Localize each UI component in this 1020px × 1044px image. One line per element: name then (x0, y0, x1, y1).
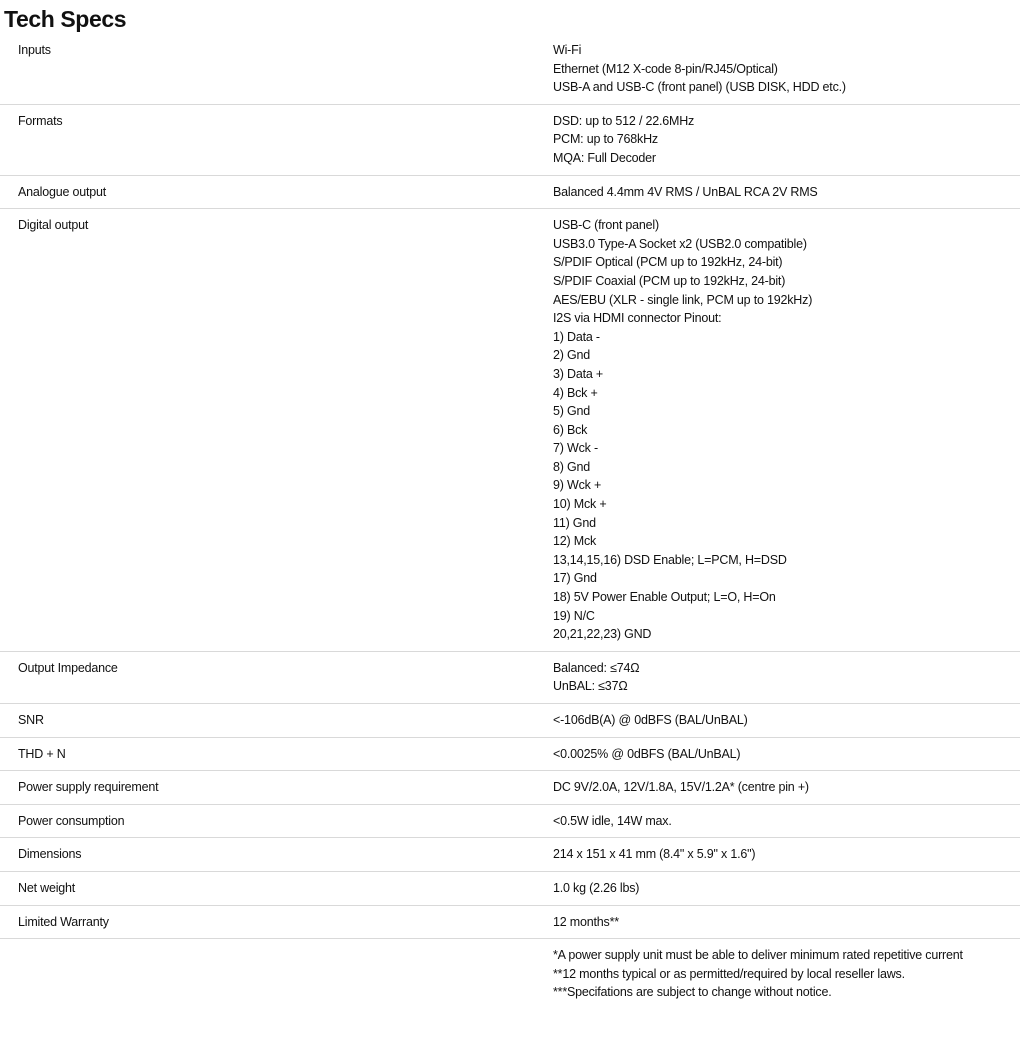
spec-value-line: 9) Wck + (553, 478, 602, 493)
spec-row (0, 176, 1020, 210)
spec-label: Output Impedance (18, 660, 118, 675)
spec-value-line: USB3.0 Type-A Socket x2 (USB2.0 compatible) (553, 236, 807, 251)
spec-values (553, 112, 1020, 168)
spec-label: Power consumption (18, 813, 125, 828)
spec-value-line: 8) Gnd (553, 459, 591, 474)
spec-value-line: 12 months** (553, 914, 619, 929)
spec-value-line: PCM: up to 768kHz (553, 132, 658, 147)
spec-value-line: 2) Gnd (553, 348, 591, 363)
spec-row (0, 34, 1020, 105)
spec-value-line: S/PDIF Optical (PCM up to 192kHz, 24-bit) (553, 255, 783, 270)
spec-value-line: 13,14,15,16) DSD Enable; L=PCM, H=DSD (553, 552, 787, 567)
spec-table (0, 34, 1020, 1009)
spec-label: Inputs (18, 43, 51, 57)
spec-value-line: 7) Wck - (553, 441, 598, 456)
spec-row (0, 704, 1020, 738)
spec-row (0, 209, 1020, 652)
spec-value-line: 17) Gnd (553, 571, 597, 586)
spec-value-line: DC 9V/2.0A, 12V/1.8A, 15V/1.2A* (centre pin +) (553, 780, 809, 795)
spec-value-line: UnBAL: ≤37Ω (553, 679, 628, 694)
page-title: Tech Specs (4, 6, 127, 32)
spec-values (553, 778, 1020, 797)
spec-values (553, 41, 1020, 97)
spec-value-line: <0.5W idle, 14W max. (553, 813, 672, 828)
spec-label: Dimensions (18, 847, 82, 862)
spec-label (0, 946, 553, 1002)
spec-label: Formats (18, 113, 63, 128)
spec-value-line: DSD: up to 512 / 22.6MHz (553, 113, 695, 128)
spec-label: SNR (18, 713, 44, 727)
spec-row (0, 105, 1020, 176)
spec-value-line: ***Specifations are subject to change without notice. (553, 985, 832, 1000)
spec-value-line: 5) Gnd (553, 404, 591, 419)
spec-value-line: USB-A and USB-C (front panel) (USB DISK, HDD etc.) (553, 80, 846, 95)
spec-values (553, 845, 1020, 864)
spec-row (0, 652, 1020, 704)
spec-value-line: 20,21,22,23) GND (553, 627, 652, 642)
spec-value-line: USB-C (front panel) (553, 218, 659, 233)
spec-value-line: Balanced: ≤74Ω (553, 660, 640, 675)
spec-value-line: <0.0025% @ 0dBFS (BAL/UnBAL) (553, 746, 741, 761)
spec-row (0, 805, 1020, 839)
spec-values (553, 946, 1020, 1002)
spec-values (553, 812, 1020, 831)
spec-row (0, 771, 1020, 805)
spec-label: Analogue output (18, 184, 107, 199)
spec-value-line: 11) Gnd (553, 515, 596, 530)
spec-value-line: 19) N/C (553, 608, 595, 623)
spec-value-line: Wi-Fi (553, 43, 582, 57)
spec-values (553, 745, 1020, 764)
spec-value-line: <-106dB(A) @ 0dBFS (BAL/UnBAL) (553, 713, 748, 727)
spec-value-line: **12 months typical or as permitted/required by local reseller laws. (553, 966, 905, 981)
spec-values (553, 216, 1020, 644)
spec-value-line: 10) Mck + (553, 497, 607, 512)
spec-value-line: 12) Mck (553, 534, 597, 549)
spec-value-line: Balanced 4.4mm 4V RMS / UnBAL RCA 2V RMS (553, 184, 818, 199)
spec-value-line: 214 x 151 x 41 mm (8.4" x 5.9" x 1.6") (553, 847, 756, 862)
spec-row (0, 939, 1020, 1009)
spec-row (0, 872, 1020, 906)
spec-value-line: Ethernet (M12 X-code 8-pin/RJ45/Optical) (553, 61, 778, 76)
spec-row (0, 738, 1020, 772)
spec-value-line: 6) Bck (553, 422, 588, 437)
spec-value-line: 3) Data + (553, 366, 603, 381)
spec-value-line: MQA: Full Decoder (553, 150, 656, 165)
spec-label: Limited Warranty (18, 914, 109, 929)
spec-row (0, 906, 1020, 940)
spec-label: Net weight (18, 880, 76, 895)
spec-values (553, 183, 1020, 202)
spec-value-line: 1) Data - (553, 329, 600, 344)
spec-values (553, 913, 1020, 932)
spec-value-line: S/PDIF Coaxial (PCM up to 192kHz, 24-bit) (553, 273, 786, 288)
spec-value-line: *A power supply unit must be able to deliver minimum rated repetitive current (553, 948, 963, 963)
spec-values (553, 659, 1020, 696)
spec-value-line: 4) Bck + (553, 385, 598, 400)
spec-values (553, 879, 1020, 898)
spec-row (0, 838, 1020, 872)
spec-values (553, 711, 1020, 730)
spec-label: Power supply requirement (18, 780, 159, 795)
spec-value-line: 1.0 kg (2.26 lbs) (553, 880, 640, 895)
spec-label: THD + N (18, 746, 66, 761)
spec-value-line: AES/EBU (XLR - single link, PCM up to 192kHz) (553, 292, 813, 307)
spec-value-line: I2S via HDMI connector Pinout: (553, 311, 722, 326)
spec-value-line: 18) 5V Power Enable Output; L=O, H=On (553, 590, 776, 605)
spec-label: Digital output (18, 218, 89, 233)
